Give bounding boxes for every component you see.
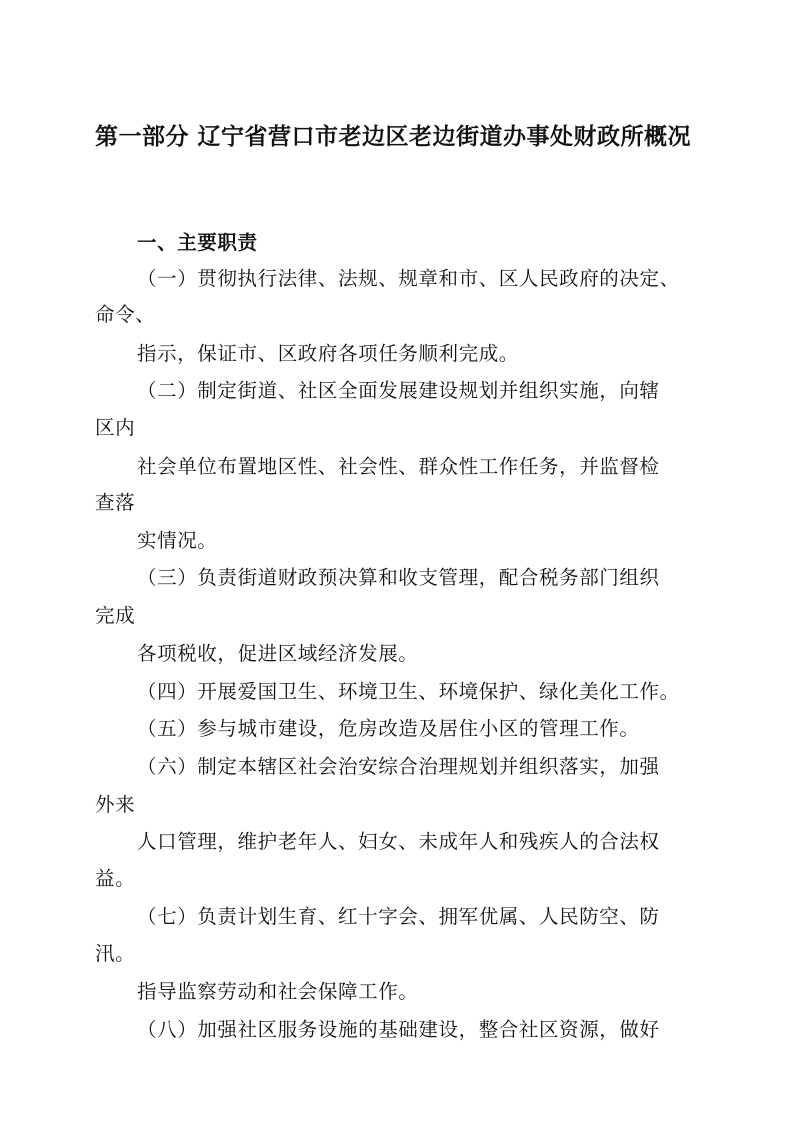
paragraph-line: 指导监察劳动和社会保障工作。 [137, 980, 419, 1003]
paragraph-line: 完成 [95, 604, 136, 627]
paragraph-line: 区内 [95, 416, 136, 439]
paragraph-line: （四）开展爱国卫生、环境卫生、环境保护、绿化美化工作。 [137, 680, 680, 703]
paragraph-line: 命令、 [95, 303, 156, 326]
paragraph-line: 社会单位布置地区性、社会性、群众性工作任务，并监督检 [137, 455, 660, 478]
paragraph-line: 外来 [95, 793, 136, 816]
paragraph-line: 查落 [95, 491, 136, 514]
paragraph-line: （五）参与城市建设，危房改造及居住小区的管理工作。 [137, 717, 640, 740]
paragraph-line: 实情况。 [137, 529, 218, 552]
paragraph-line: （六）制定本辖区社会治安综合治理规划并组织落实，加强 [137, 755, 660, 778]
paragraph-line: （七）负责计划生育、红十字会、拥军优属、人民防空、防 [137, 905, 660, 928]
paragraph-line: 人口管理，维护老年人、妇女、未成年人和残疾人的合法权 [137, 830, 660, 853]
paragraph-line: （二）制定街道、社区全面发展建设规划并组织实施，向辖 [137, 379, 660, 402]
paragraph-line: （八）加强社区服务设施的基础建设，整合社区资源，做好 [137, 1018, 660, 1041]
paragraph-line: 各项税收，促进区域经济发展。 [137, 642, 419, 665]
paragraph-line: 益。 [95, 867, 136, 890]
paragraph-line: （一）贯彻执行法律、法规、规章和市、区人民政府的决定、 [137, 267, 680, 290]
paragraph-line: 指示，保证市、区政府各项任务顺利完成。 [137, 342, 519, 365]
document-title: 第一部分 辽宁省营口市老边区老边街道办事处财政所概况 [95, 124, 692, 150]
section-heading-main-duties: 一、主要职责 [137, 231, 258, 254]
paragraph-line: （三）负责街道财政预决算和收支管理，配合税务部门组织 [137, 566, 660, 589]
paragraph-line: 汛。 [95, 942, 136, 965]
